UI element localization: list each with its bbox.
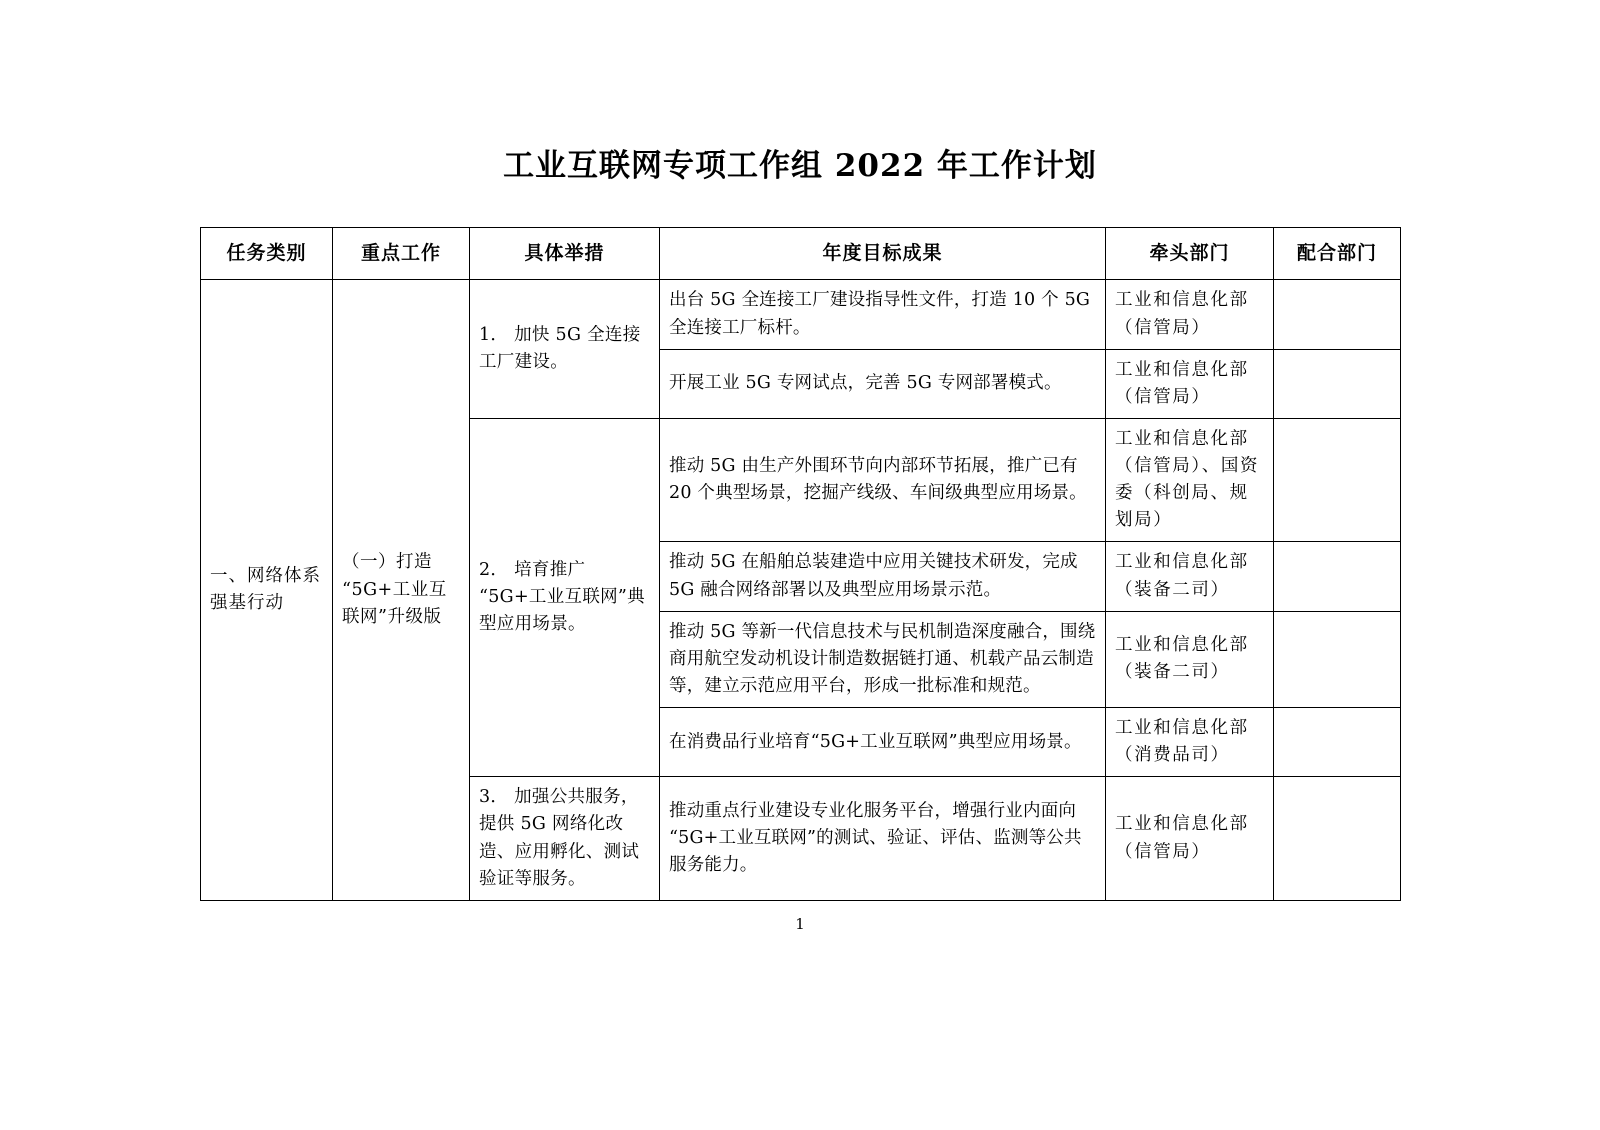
- page-number: 1: [795, 914, 805, 933]
- column-header-measures: 具体举措: [470, 228, 660, 280]
- column-header-support-dept: 配合部门: [1274, 228, 1401, 280]
- column-header-category: 任务类别: [201, 228, 333, 280]
- cell-category-1: 一、网络体系强基行动: [201, 280, 333, 900]
- cell-outcome-6: 在消费品行业培育“5G+工业互联网”典型应用场景。: [660, 708, 1106, 777]
- cell-support-dept-2: [1274, 349, 1401, 418]
- cell-key-work-1: （一）打造“5G+工业互联网”升级版: [333, 280, 470, 900]
- page-title: 工业互联网专项工作组 2022 年工作计划: [503, 148, 1097, 184]
- cell-support-dept-7: [1274, 777, 1401, 901]
- cell-lead-dept-1: 工业和信息化部（信管局）: [1106, 280, 1274, 349]
- cell-lead-dept-6: 工业和信息化部（消费品司）: [1106, 708, 1274, 777]
- cell-lead-dept-5: 工业和信息化部（装备二司）: [1106, 611, 1274, 707]
- cell-lead-dept-4: 工业和信息化部（装备二司）: [1106, 542, 1274, 611]
- cell-outcome-5: 推动 5G 等新一代信息技术与民机制造深度融合，围绕商用航空发动机设计制造数据链打通、机载产品云制造等，建立示范应用平台，形成一批标准和规范。: [660, 611, 1106, 707]
- cell-outcome-4: 推动 5G 在船舶总装建造中应用关键技术研发，完成 5G 融合网络部署以及典型应用场景示范。: [660, 542, 1106, 611]
- cell-lead-dept-2: 工业和信息化部（信管局）: [1106, 349, 1274, 418]
- cell-measure-3: 3． 加强公共服务，提供 5G 网络化改造、应用孵化、测试验证等服务。: [470, 777, 660, 901]
- cell-outcome-7: 推动重点行业建设专业化服务平台，增强行业内面向“5G+工业互联网”的测试、验证、评估、监测等公共服务能力。: [660, 777, 1106, 901]
- cell-lead-dept-3: 工业和信息化部（信管局）、国资委（科创局、规划局）: [1106, 418, 1274, 542]
- cell-support-dept-1: [1274, 280, 1401, 349]
- cell-support-dept-4: [1274, 542, 1401, 611]
- cell-support-dept-3: [1274, 418, 1401, 542]
- plan-table-wrapper: [200, 227, 1400, 933]
- work-plan-table: [200, 227, 1401, 901]
- cell-support-dept-6: [1274, 708, 1401, 777]
- table-header-row: [201, 228, 1401, 280]
- cell-outcome-2: 开展工业 5G 专网试点，完善 5G 专网部署模式。: [660, 349, 1106, 418]
- column-header-lead-dept: 牵头部门: [1106, 228, 1274, 280]
- cell-support-dept-5: [1274, 611, 1401, 707]
- cell-outcome-3: 推动 5G 由生产外围环节向内部环节拓展，推广已有 20 个典型场景，挖掘产线级、车间级典型应用场景。: [660, 418, 1106, 542]
- column-header-outcomes: 年度目标成果: [660, 228, 1106, 280]
- table-row: [201, 280, 1401, 349]
- cell-outcome-1: 出台 5G 全连接工厂建设指导性文件，打造 10 个 5G 全连接工厂标杆。: [660, 280, 1106, 349]
- cell-lead-dept-7: 工业和信息化部（信管局）: [1106, 777, 1274, 901]
- cell-measure-2: 2． 培育推广“5G+工业互联网”典型应用场景。: [470, 418, 660, 776]
- column-header-key-work: 重点工作: [333, 228, 470, 280]
- cell-measure-1: 1． 加快 5G 全连接工厂建设。: [470, 280, 660, 419]
